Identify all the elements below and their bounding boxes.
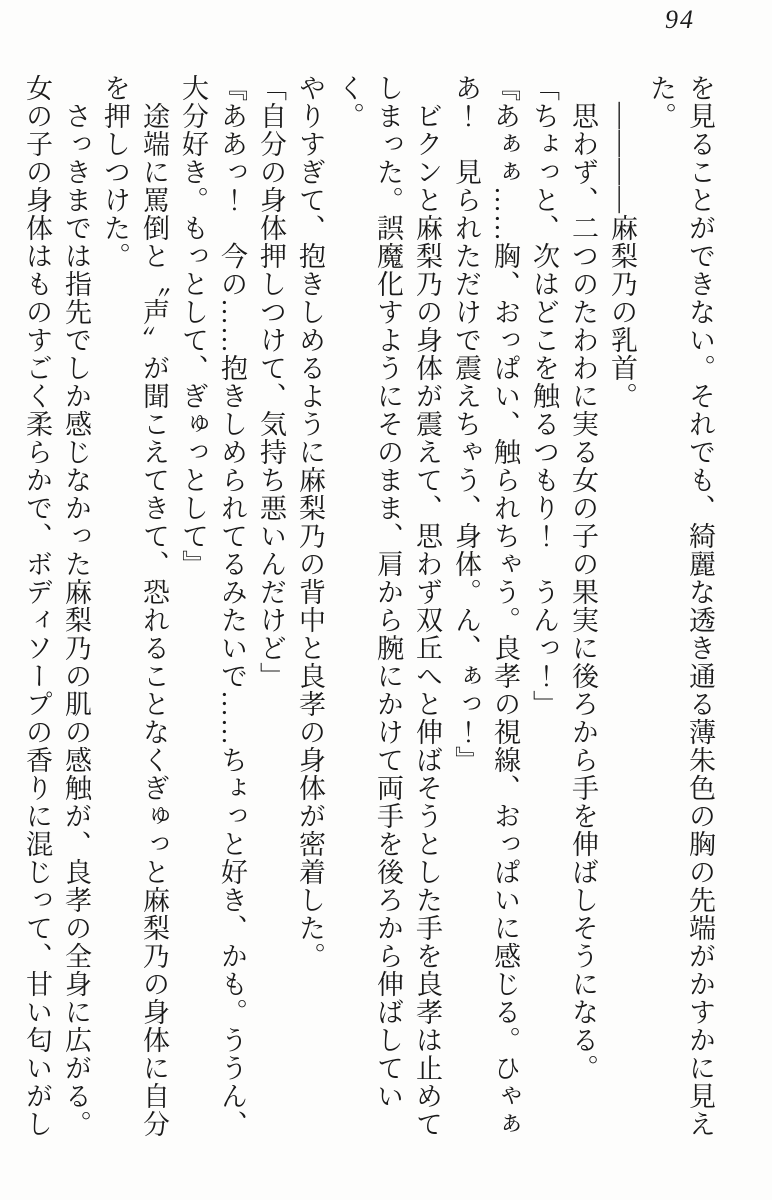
text-line: 「ちょっと、次はどこを触るつもり！ うんっ！」	[529, 74, 559, 718]
text-line: ――――麻梨乃の乳首。	[607, 74, 637, 410]
text-line: 「自分の身体押しつけて、気持ち悪いんだけど」	[256, 74, 286, 690]
text-line: 『あぁぁ……胸、おっぱい、触られちゃう。良孝の視線、おっぱいに感じる。ひゃぁ	[490, 74, 520, 1138]
text-line: さっきまでは指先でしか感じなかった麻梨乃の肌の感触が、良孝の全身に広がる。	[61, 74, 91, 1138]
text-line: ビクンと麻梨乃の身体が震えて、思わず双丘へと伸ばそうとした手を良孝は止めて	[412, 74, 442, 1138]
text-line: しまった。誤魔化すようにそのまま、肩から腕にかけて両手を後ろから伸ばしていく。	[334, 74, 403, 1110]
text-line: 女の子の身体はものすごく柔らかで、ボディソープの香りに混じって、甘い匂いがし	[22, 74, 52, 1138]
text-line: を見ることができない。それでも、綺麗な透き通る薄朱色の胸の先端がかすかに見え	[685, 74, 715, 1138]
text-line: 『ああっ！ 今の……抱きしめられてるみたいで……ちょっと好き、かも。ううん、	[217, 74, 247, 1138]
text-line: 大分好き。もっとして、ぎゅっとして』	[178, 74, 208, 578]
page-number: 94	[665, 5, 695, 34]
text-block	[17, 74, 719, 1154]
text-line: た。	[646, 74, 676, 130]
text-line: やりすぎて、抱きしめるように麻梨乃の背中と良孝の身体が密着した。	[295, 74, 325, 970]
text-line: 途端に罵倒と〝声〟が聞こえてきて、恐れることなくぎゅっと麻梨乃の身体に自分	[139, 74, 169, 1138]
text-line: あ！ 見られただけで震えちゃう、身体。ん、ぁっ！』	[451, 74, 481, 774]
text-line: を押しつけた。	[100, 74, 130, 270]
text-line: 思わず、二つのたわわに実る女の子の果実に後ろから手を伸ばしそうになる。	[568, 74, 598, 1082]
